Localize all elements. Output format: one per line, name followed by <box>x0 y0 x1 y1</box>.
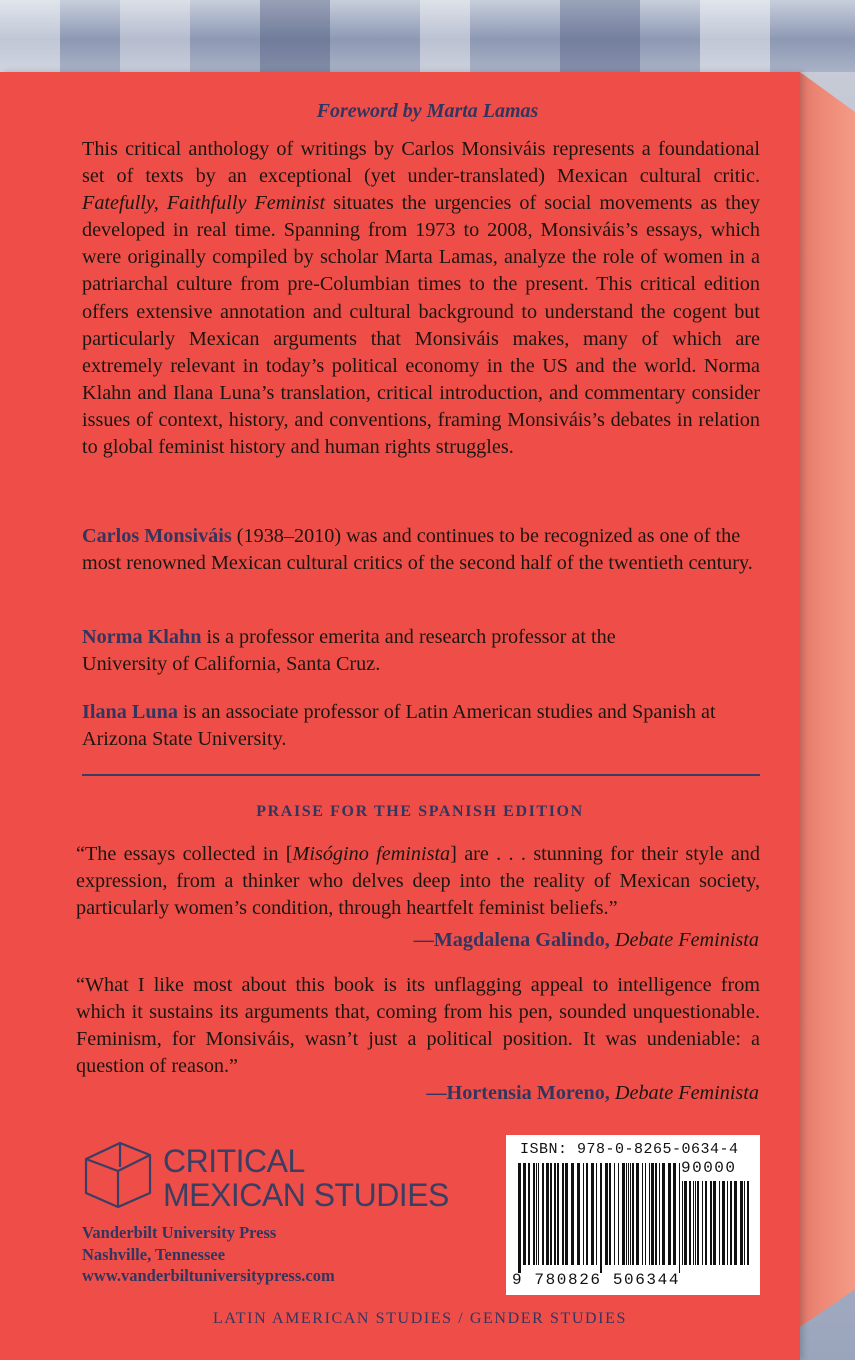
barcode-bar <box>662 1163 665 1265</box>
barcode-bar <box>557 1163 559 1265</box>
barcode-bar <box>518 1163 521 1273</box>
barcode-bar <box>614 1163 615 1265</box>
barcode-bar <box>727 1181 728 1265</box>
painted-texture-top <box>0 0 855 72</box>
barcode-bar <box>622 1163 625 1265</box>
barcode-bar <box>645 1163 646 1265</box>
barcode-bar <box>586 1163 588 1265</box>
book-title-italic: Fatefully, Faithfully Feminist <box>82 192 326 215</box>
quote-title-italic: Misógino feminista <box>292 843 451 865</box>
barcode-bar <box>693 1181 694 1265</box>
description-text-2: situates the urgencies of social movements as they developed in real time. Spanning from 1973 to 2008, Monsiváis’s essays, which were originally compiled by scholar Marta Lamas, analyze the role of women in a patriarchal culture from pre-Columbian times to the present. This critical edition offers extensive annotation and cultural background to understand the cogent but particularly Mexican arguments that Monsiváis makes, many of which are extremely relevant in today’s political economy in the US and the world. Norma Klahn and Ilana Luna’s translation, critical introduction, and commentary consider issues of context, history, and conventions, framing Monsiváis’s debates in relation to global feminist history and human rights struggles. <box>82 192 760 459</box>
subject-category: LATIN AMERICAN STUDIES / GENDER STUDIES <box>213 1310 627 1327</box>
barcode-bars-main <box>518 1163 680 1273</box>
bio-luna <box>82 699 722 753</box>
barcode-bar <box>583 1163 584 1265</box>
series-logo-line1: CRITICAL <box>163 1143 305 1179</box>
praise-quote-2 <box>76 972 760 1080</box>
barcode-bar <box>702 1181 703 1265</box>
barcode-bar <box>554 1163 556 1265</box>
barcode-bar <box>536 1163 537 1265</box>
barcode-bars-addon <box>682 1181 752 1273</box>
barcode-bar <box>533 1163 535 1265</box>
bio-text: is a professor emerita and research professor at the University of California, Santa Cruz. <box>82 626 616 676</box>
bio-text: is an associate professor of Latin American studies and Spanish at Arizona State University. <box>82 701 716 751</box>
barcode-bar <box>609 1163 611 1265</box>
praise-quote-1 <box>76 841 760 922</box>
description-text-1: This critical anthology of writings by Carlos Monsiváis represents a foundational set of texts by an exceptional (yet under-translated) Mexican cultural critic. <box>82 138 760 188</box>
barcode-bar <box>565 1163 568 1265</box>
barcode-bar <box>596 1163 597 1265</box>
barcode-bar <box>546 1163 549 1265</box>
barcode-bar <box>747 1181 749 1265</box>
bio-name: Norma Klahn <box>82 626 202 648</box>
barcode-bar <box>550 1163 552 1265</box>
quote-text: ] are . . . stunning for their style and expression, from a thinker who delves deep into the reality of Mexican society, particularly women’s condition, through heartfelt feminist beliefs.” <box>76 843 760 920</box>
quote-attribution-1 <box>414 929 759 952</box>
barcode-bar <box>630 1163 631 1265</box>
barcode-bar <box>655 1163 657 1265</box>
barcode-bar <box>632 1163 634 1265</box>
barcode-bar <box>713 1181 716 1265</box>
barcode-bar <box>719 1181 720 1265</box>
barcode-bar <box>591 1163 594 1265</box>
barcode-bar <box>689 1181 691 1265</box>
barcode-bar <box>528 1163 530 1265</box>
description-paragraph <box>82 136 760 461</box>
quote-author: —Magdalena Galindo, <box>413 929 610 951</box>
barcode-bar <box>577 1163 580 1265</box>
quote-attribution-2 <box>426 1082 759 1105</box>
quote-text: “What I like most about this book is its unflagging appeal to intelligence from which it sustains its arguments that, coming from his pen, sounded unquestionable. Feminism, for Monsiváis, wasn’t just a political position. It was undeniable: a question of reason.” <box>76 974 760 1078</box>
barcode-bar <box>740 1181 743 1265</box>
barcode-bar <box>538 1163 539 1265</box>
barcode-bar <box>626 1163 627 1265</box>
barcode-bar <box>684 1181 687 1265</box>
quote-source: Debate Feminista <box>614 929 759 951</box>
bio-name: Ilana Luna <box>82 701 178 723</box>
barcode-bar <box>659 1163 660 1265</box>
barcode-bar <box>542 1163 544 1265</box>
barcode-bar <box>618 1163 619 1265</box>
barcode-bar <box>668 1163 671 1265</box>
barcode-bar <box>705 1181 707 1265</box>
barcode-bar <box>636 1163 639 1265</box>
series-cube-logo-icon <box>82 1137 154 1211</box>
quote-text: “The essays collected in [ <box>76 843 293 865</box>
publisher-url[interactable]: www.vanderbiltuniversitypress.com <box>82 1266 335 1285</box>
barcode-bar <box>628 1163 629 1265</box>
cover-side-flap <box>800 72 855 1327</box>
section-divider <box>82 774 760 776</box>
barcode-bar <box>600 1163 602 1273</box>
foreword-credit: Foreword by Marta Lamas <box>316 100 539 122</box>
price-code: 90000 <box>681 1159 737 1177</box>
barcode-bar <box>695 1181 696 1265</box>
barcode-bar <box>642 1163 643 1265</box>
bio-name: Carlos Monsiváis <box>82 525 232 547</box>
quote-source: Debate Feminista <box>614 1082 759 1104</box>
quote-author: —Hortensia Moreno, <box>426 1082 610 1104</box>
barcode-bar <box>673 1163 676 1265</box>
bio-monsivais <box>82 523 760 577</box>
publisher-block <box>82 1222 335 1287</box>
barcode-bar <box>730 1181 732 1265</box>
ean-digits: 9 780826 506344 <box>512 1271 681 1289</box>
barcode-bar <box>651 1163 654 1265</box>
isbn-barcode <box>506 1135 760 1295</box>
barcode-bar <box>710 1181 712 1265</box>
series-logo-text <box>163 1144 449 1212</box>
publisher-location: Nashville, Tennessee <box>82 1244 226 1264</box>
barcode-bar <box>682 1181 683 1265</box>
barcode-bar <box>649 1163 650 1265</box>
barcode-bar <box>523 1163 526 1265</box>
bio-klahn <box>82 624 702 678</box>
barcode-bar <box>679 1163 680 1273</box>
barcode-bar <box>744 1181 745 1265</box>
praise-heading: PRAISE FOR THE SPANISH EDITION <box>256 803 584 820</box>
barcode-bar <box>722 1181 725 1265</box>
barcode-bar <box>734 1181 737 1265</box>
isbn-label: ISBN: 978-0-8265-0634-4 <box>520 1141 739 1158</box>
barcode-bar <box>571 1163 574 1265</box>
barcode-bar <box>697 1181 699 1265</box>
bio-text: (1938–2010) was and continues to be recognized as one of the most renowned Mexican cultural critics of the second half of the twentieth century. <box>82 525 753 575</box>
series-logo-line2: MEXICAN STUDIES <box>163 1177 449 1213</box>
barcode-bar <box>605 1163 608 1265</box>
publisher-name: Vanderbilt University Press <box>82 1223 277 1242</box>
barcode-bar <box>562 1163 564 1265</box>
